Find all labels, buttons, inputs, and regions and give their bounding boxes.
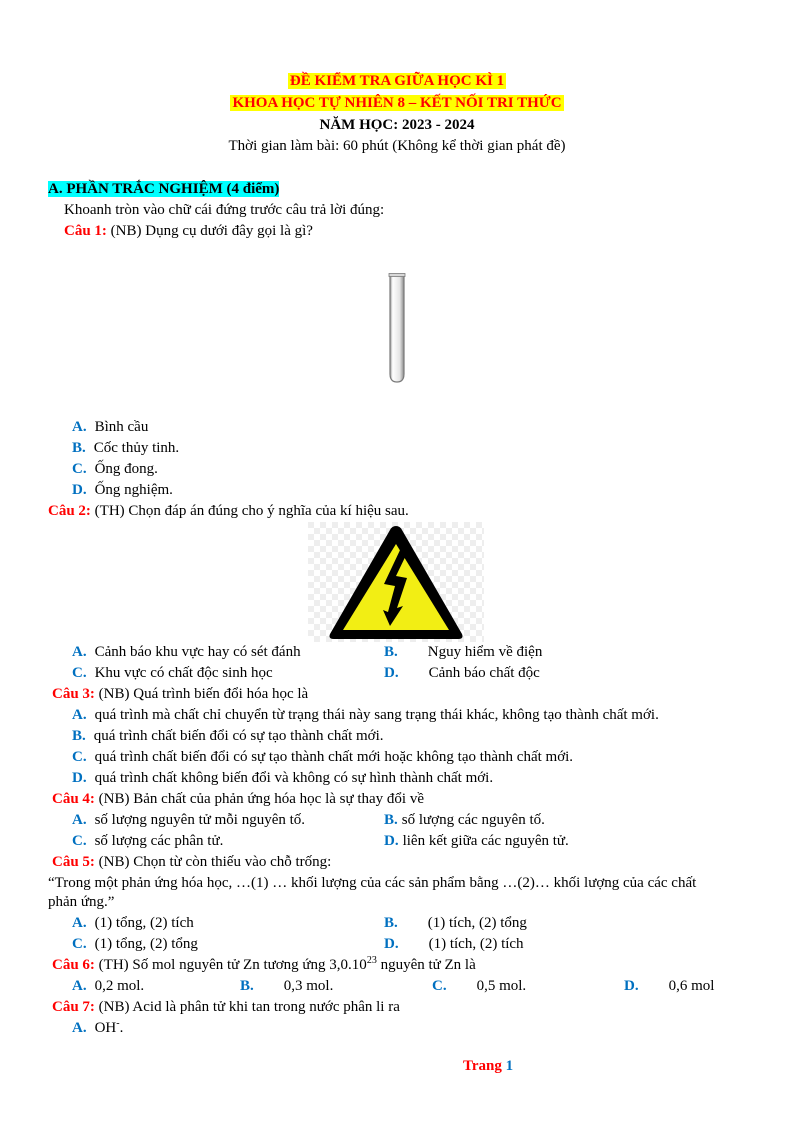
high-voltage-warning-icon	[308, 522, 484, 642]
q4-option-d[interactable]: D. liên kết giữa các nguyên tử.	[384, 833, 569, 849]
q1-option-a[interactable]: A. Bình cầu	[72, 419, 149, 435]
q5-option-d[interactable]: D. (1) tích, (2) tích	[384, 936, 524, 952]
question-3: Câu 3: (NB) Quá trình biến đổi hóa học là	[52, 686, 309, 702]
q3-option-c[interactable]: C. quá trình chất biến đổi có sự tạo thành chất mới hoặc không tạo thành chất mới.	[72, 749, 574, 765]
question-text: (NB) Dụng cụ dưới đây gọi là gì?	[106, 223, 313, 239]
q5-option-c[interactable]: C. (1) tổng, (2) tổng	[72, 936, 198, 952]
question-5: Câu 5: (NB) Chọn từ còn thiếu vào chỗ trống:	[52, 854, 332, 870]
test-tube-image	[387, 272, 407, 384]
q6-option-d[interactable]: D. 0,6 mol	[624, 978, 715, 994]
q3-option-a[interactable]: A. quá trình mà chất chỉ chuyển từ trạng thái này sang trạng thái khác, không tạo thành chất mới.	[72, 707, 659, 723]
page-footer: Trang 1	[463, 1058, 514, 1074]
question-number: Câu 1:	[64, 223, 107, 239]
q2-option-d[interactable]: D. Cảnh báo chất độc	[384, 665, 540, 681]
q2-option-c[interactable]: C. Khu vực có chất độc sinh học	[72, 665, 273, 681]
question-1	[64, 222, 313, 240]
q4-option-c[interactable]: C. số lượng các phân tử.	[72, 833, 224, 849]
page-number: 1	[505, 1058, 514, 1074]
question-6: Câu 6: (TH) Số mol nguyên tử Zn tương ứng 3,0.10$^{23}$ nguyên tử Zn là	[52, 955, 476, 973]
q6-option-a[interactable]: A. 0,2 mol.	[72, 978, 145, 994]
q5-option-b[interactable]: B. (1) tích, (2) tổng	[384, 915, 527, 931]
instruction: Khoanh tròn vào chữ cái đứng trước câu trả lời đúng:	[64, 202, 385, 218]
q5-option-a[interactable]: A. (1) tổng, (2) tích	[72, 915, 194, 931]
q1-option-d[interactable]: D. Ống nghiệm.	[72, 482, 173, 498]
question-7: Câu 7: (NB) Acid là phân tử khi tan trong nước phân li ra	[52, 999, 400, 1015]
q4-option-b[interactable]: B. số lượng các nguyên tố.	[384, 812, 545, 828]
q7-option-a[interactable]: A. OH-.	[72, 1018, 124, 1036]
q6-option-b[interactable]: B. 0,3 mol.	[240, 978, 334, 994]
q2-option-b[interactable]: B. Nguy hiểm về điện	[384, 644, 543, 660]
exam-title: ĐỀ KIỂM TRA GIỮA HỌC KÌ 1	[289, 73, 505, 89]
q5-quote-line-2: phản ứng.”	[48, 894, 115, 910]
question-2: Câu 2: (TH) Chọn đáp án đúng cho ý nghĩa của kí hiệu sau.	[48, 503, 409, 519]
q2-option-a[interactable]: A. Cảnh báo khu vực hay có sét đánh	[72, 644, 301, 660]
time-limit: Thời gian làm bài: 60 phút (Không kể thời gian phát đề)	[228, 138, 566, 154]
q1-option-c[interactable]: C. Ống đong.	[72, 461, 158, 477]
q6-option-c[interactable]: C. 0,5 mol.	[432, 978, 527, 994]
q1-option-b[interactable]: B. Cốc thủy tinh.	[72, 440, 180, 456]
question-4: Câu 4: (NB) Bản chất của phản ứng hóa học là sự thay đổi về	[52, 791, 425, 807]
q3-option-d[interactable]: D. quá trình chất không biến đổi và không có sự hình thành chất mới.	[72, 770, 494, 786]
subject-title: KHOA HỌC TỰ NHIÊN 8 – KẾT NỐI TRI THỨC	[232, 95, 562, 111]
q3-option-b[interactable]: B. quá trình chất biến đổi có sự tạo thành chất mới.	[72, 728, 384, 744]
q5-quote-line-1: “Trong một phản ứng hóa học, …(1) … khối lượng của các sản phẩm bằng …(2)… khối lượng của các chất	[48, 875, 697, 891]
school-year: NĂM HỌC: 2023 - 2024	[319, 117, 475, 133]
section-a-title: A. PHẦN TRẮC NGHIỆM (4 điểm)	[48, 181, 280, 197]
q4-option-a[interactable]: A. số lượng nguyên tử mỗi nguyên tố.	[72, 812, 306, 828]
